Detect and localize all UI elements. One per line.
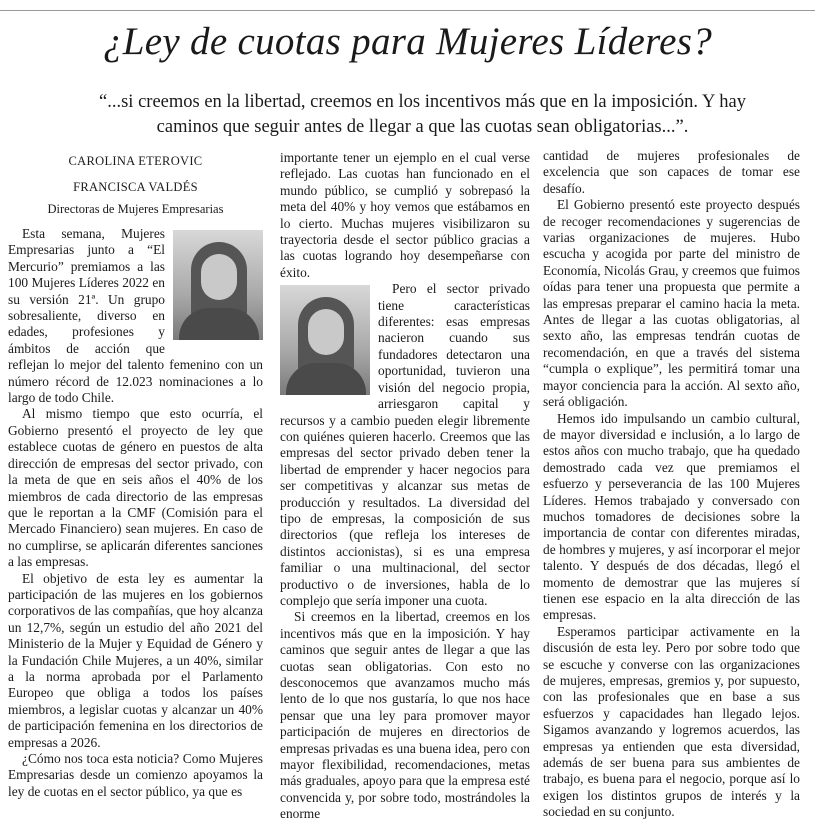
author-name: CAROLINA ETEROVIC (68, 154, 203, 168)
paragraph-5: importante tener un ejemplo en el cual verse reflejado. Las cuotas han funcionado en el mundo público, se cumplió y sobrepasó la meta del 40% y hoy vemos que estábamos en lo cierto. Muchas mujeres visibilizaron su trayectoria desde el sector público gracias a las cuotas logrando hoy desempeñarse con éxito. (280, 150, 530, 280)
paragraph-10: Hemos ido impulsando un cambio cultural, de mayor diversidad e inclusión, a lo largo de estos años con mucho trabajo, que ha quedado demostrado cada vez que premiamos el esfuerzo y perseverancia de las 100 Mujeres Líderes. Hemos trabajado y conversado con muchos tomadores de decisiones sobre la importancia de contar con diferentes miradas, de hombres y mujeres, y así incorporar el mejor talento. Y después de dos décadas, llegó el momento de demostrar que las mujeres sí tienen ese espacio en la alta dirección de las empresas. (543, 410, 800, 623)
paragraph-2: Al mismo tiempo que esto ocurría, el Gobierno presentó el proyecto de ley que establece cuotas de género en puestos de alta dirección de empresas del sector privado, con la meta de que en seis años el 40% de los miembros de cada directorio de las empresas que le reportan a la CMF (Comisión para el Mercado Financiero) sean mujeres. En caso de no cumplirse, se aplicarán diferentes sanciones a las empresas. (8, 406, 263, 570)
paragraph-8: cantidad de mujeres profesionales de excelencia que son capaces de tomar ese desafío. (543, 148, 800, 196)
paragraph-11: Esperamos participar activamente en la discusión de esta ley. Pero por sobre todo que se escuche y converse con las organizaciones de mujeres, empresas, gremios y, por supuesto, con las profesionales que en base a sus esfuerzos y capacidades han llegado lejos. Sigamos avanzando y logremos acuerdos, las empresas ya entienden que esta diversidad, además de ser buena para sus ambientes de trabajo, es buena para el negocio, porque así lo exigen los distintos grupos de interés y la sociedad en su conjunto. (543, 623, 800, 820)
paragraph-1: Esta semana, Mujeres Empresarias junto a “El Mercurio” premiamos a las 100 Mujeres Líderes 2022 en su versión 21ª. Un grupo sobresaliente, diverso en edades, profesiones y ámbitos de acción que reflejan lo mejor del talento femenino con un número récord de 12.023 nominaciones a lo largo de todo Chile. (8, 226, 263, 406)
paragraph-7: Si creemos en la libertad, creemos en los incentivos más que en la imposición. Y hay caminos que seguir antes de llegar a que las cuotas sean obligatorias. Con esto no desconocemos que avanzamos mucho más lento de lo que nos gustaría, lo que nos hace pensar que una ley para promover mayor participación de mujeres en directorios de empresas privadas es una buena idea, pero con mayor flexibilidad, recomendaciones, metas más graduales, apoyo para que la empresa esté convencida y, por sobre todo, mostrándoles la enorme (280, 609, 530, 822)
author-photo (173, 230, 263, 340)
paragraph-4: ¿Cómo nos toca esta noticia? Como Mujeres Empresarias desde un comienzo apoyamos la ley de cuotas en el sector público, ya que es (8, 751, 263, 799)
pull-quote: “...si creemos en la libertad, creemos en los incentivos más que en la imposición. Y hay caminos que seguir antes de llegar a que las cuotas sean obligatorias...”. (99, 92, 746, 137)
paragraph-6: Pero el sector privado tiene características diferentes: esas empresas nacieron cuando sus fundadores detectaron una oportunidad, tuvieron una visión del negocio propia, arriesgaron capital y recursos y a cambio pueden elegir libremente con quiénes quieren hacerlo. Creemos que las empresas del sector privado deben tener la libertad de emprender y hacer negocios para ser competitivas y alcanzar sus metas de producción y resultados. La diversidad del tipo de empresas, la composición de sus directorios (que refleja los intereses de distintos accionistas), si es una empresa familiar o una multinacional, del sector productivo o de inversiones, habla de lo complejo que sería imponer una cuota. (280, 281, 530, 608)
author-role: Directoras de Mujeres Empresarias (47, 202, 224, 216)
paragraph-3: El objetivo de esta ley es aumentar la participación de las mujeres en los gobiernos corporativos de las compañías, que hoy alcanza un 12,7%, según un estudio del año 2021 del Ministerio de la Mujer y Equidad de Género y la Fundación Chile Mujeres, a un 40%, similar a la norma aprobada por el Parlamento Europeo que obliga a todos los países miembros, a legislar cuotas y alcanzar un 40% de participación femenina en los directorios de empresas a 2026. (8, 570, 263, 750)
column-3 (543, 148, 800, 821)
column-1 (8, 148, 263, 800)
paragraph-9: El Gobierno presentó este proyecto después de recoger recomendaciones y sugerencias de varias organizaciones de mujeres. Hubo escucha y acogida por parte del ministro de Economía, Nicolás Grau, y creemos que fuimos oídas para tener una propuesta que permite a las empresas preparar el camino hacia la meta. Antes de llegar a las cuotas obligatorias, al sexto año, las empresas tendrán cuotas de recomendación, en que a través del sistema “cumpla o explique”, les permitirá tomar una mayor conciencia para la acción. Al sexto año, será obligación. (543, 197, 800, 410)
author-name: FRANCISCA VALDÉS (73, 180, 198, 194)
top-rule (0, 10, 815, 11)
article-title: ¿Ley de cuotas para Mujeres Líderes? (102, 20, 713, 63)
author-photo (280, 285, 370, 395)
column-2 (280, 150, 530, 823)
